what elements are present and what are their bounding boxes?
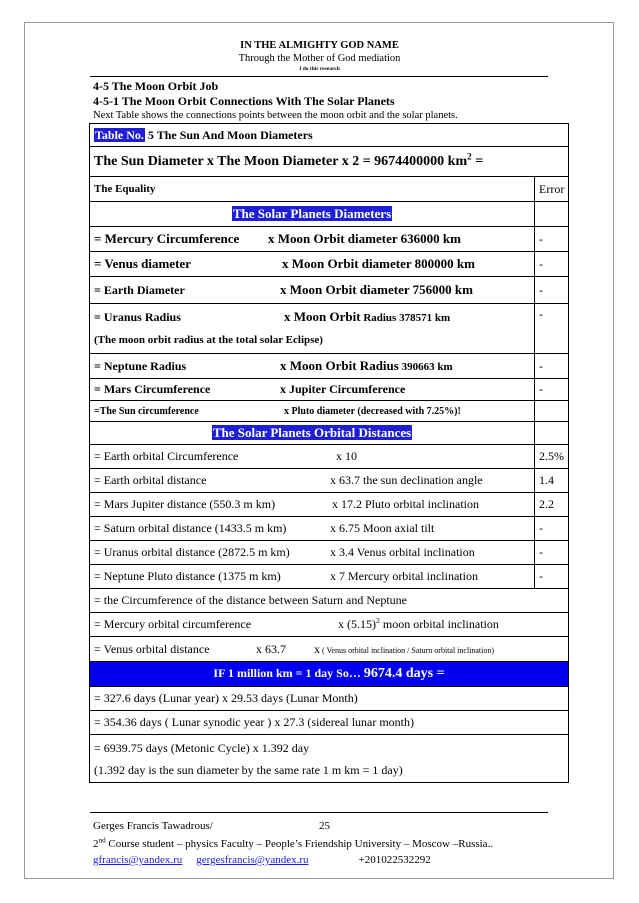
row-error: - — [535, 252, 569, 277]
row-a: = Mars Jupiter distance (550.3 m km) — [94, 497, 276, 511]
row-error: - — [535, 354, 569, 379]
empty-cell — [535, 202, 569, 227]
mercury-cell — [90, 613, 569, 637]
footer-course-text: Course student – physics Faculty – People’s Friendship University – Moscow –Russia.. — [105, 838, 494, 850]
row-a: = Mars Circumference — [94, 382, 211, 396]
row-cell — [90, 469, 535, 493]
synodic-row — [90, 711, 569, 735]
mercury-row — [90, 613, 569, 637]
equation-sup: 2 — [467, 150, 472, 161]
if-day-row — [90, 662, 569, 687]
venus-b: x 63.7 — [256, 641, 286, 656]
orbital-title: The Solar Planets Orbital Distances — [212, 425, 412, 440]
row-error: - — [535, 277, 569, 304]
footer-affiliation — [93, 838, 493, 850]
row-cell — [90, 354, 535, 379]
table-row — [90, 277, 569, 304]
row-note: (The moon orbit radius at the total solar Eclipse) — [94, 334, 323, 346]
table-caption — [90, 124, 569, 147]
table-row — [90, 469, 569, 493]
page-number: 25 — [319, 820, 330, 832]
section-subtitle: 4-5-1 The Moon Orbit Connections With The Solar Planets — [93, 94, 395, 108]
orbital-title-row — [90, 422, 569, 445]
row-cell — [90, 304, 535, 354]
email-link-2[interactable]: gergesfrancis@yandex.ru — [196, 854, 309, 866]
row-error: - — [535, 517, 569, 541]
metonic-note: (1.392 day is the sun diameter by the same rate 1 m km = 1 day) — [94, 762, 403, 777]
row-b: x Moon Orbit diameter 636000 km — [268, 231, 461, 246]
row-error: 2.2 — [535, 493, 569, 517]
orbital-title-cell — [90, 422, 535, 445]
footer-author-line — [93, 820, 330, 832]
metonic-text: = 6939.75 days (Metonic Cycle) x 1.392 day — [94, 740, 310, 755]
table-row — [90, 565, 569, 589]
footer-rule — [90, 812, 548, 813]
footer-contacts — [93, 854, 431, 866]
row-cell — [90, 517, 535, 541]
table-row — [90, 493, 569, 517]
row-b: x 6.75 Moon axial tilt — [330, 521, 435, 535]
row-error: 2.5% — [535, 445, 569, 469]
col-equality: The Equality — [90, 177, 535, 202]
row-cell — [90, 252, 535, 277]
saturn-neptune-row — [90, 589, 569, 613]
equation-cell — [90, 147, 569, 177]
email-link-1[interactable]: gfrancis@yandex.ru — [93, 854, 183, 866]
row-a: = Earth Diameter — [94, 283, 185, 297]
venus-a: = Venus orbital distance — [94, 641, 210, 656]
diameters-title-cell — [90, 202, 535, 227]
row-a: = Neptune Radius — [94, 359, 187, 373]
row-cell — [90, 277, 535, 304]
row-a: = Uranus Radius — [94, 310, 181, 324]
lunar-year-text: = 327.6 days (Lunar year) x 29.53 days (Lunar Month) — [90, 687, 569, 711]
caption-label: Table No. — [95, 127, 144, 142]
row-b: x 63.7 the sun declination angle — [330, 473, 483, 487]
mercury-a: = Mercury orbital circumference — [94, 617, 252, 631]
row-a: = Earth orbital Circumference — [94, 449, 239, 463]
venus-row — [90, 637, 569, 662]
caption-row — [90, 124, 569, 147]
data-table — [89, 123, 569, 783]
venus-cell — [90, 637, 569, 662]
row-b: x Pluto diameter (decreased with 7.25%)! — [284, 405, 461, 417]
row-error: - — [535, 227, 569, 252]
table-row — [90, 517, 569, 541]
venus-note: ( Venus orbital inclination / Saturn orbital inclination) — [320, 645, 495, 655]
footer-author: Gerges Francis Tawadrous/ — [93, 820, 213, 832]
mercury-b: x (5.15) — [338, 617, 376, 631]
intro-text: Next Table shows the connections points between the moon orbit and the solar planets. — [93, 110, 458, 121]
row-cell — [90, 493, 535, 517]
header-line-1: IN THE ALMIGHTY GOD NAME — [240, 40, 399, 51]
row-b: x 3.4 Venus orbital inclination — [330, 545, 475, 559]
equation-tail: = — [471, 153, 484, 169]
row-error: - — [535, 565, 569, 589]
row-b: x 10 — [336, 449, 357, 463]
synodic-text: = 354.36 days ( Lunar synodic year ) x 27.3 (sidereal lunar month) — [90, 711, 569, 735]
row-b-strong: x Moon Orbit Radius — [280, 358, 399, 373]
row-cell — [90, 565, 535, 589]
table-row — [90, 445, 569, 469]
lunar-year-row — [90, 687, 569, 711]
row-b: x Moon Orbit diameter 756000 km — [280, 282, 473, 297]
row-b-rest: Radius 378571 km — [360, 312, 451, 324]
table-row — [90, 379, 569, 401]
header-rule — [90, 76, 548, 77]
row-b: x Moon Orbit diameter 800000 km — [282, 256, 475, 271]
table-row — [90, 541, 569, 565]
row-b: x 17.2 Pluto orbital inclination — [332, 497, 479, 511]
diameters-title: The Solar Planets Diameters — [232, 206, 392, 221]
footer-course-number: 2 — [93, 838, 99, 850]
equation-text: The Sun Diameter x The Moon Diameter x 2 = 9674400000 km — [94, 153, 468, 169]
header-line-3: I do this research — [299, 66, 340, 72]
metonic-row — [90, 735, 569, 783]
row-cell — [90, 379, 535, 401]
table-row — [90, 354, 569, 379]
row-a: = Earth orbital distance — [94, 473, 207, 487]
section-title: 4-5 The Moon Orbit Job — [93, 79, 219, 93]
if-day-a: IF 1 million km = 1 day So… — [213, 666, 364, 680]
row-a: = Venus diameter — [94, 256, 191, 271]
row-a: = Uranus orbital distance (2872.5 m km) — [94, 545, 290, 559]
row-a: = Mercury Circumference — [94, 231, 240, 246]
mercury-b-rest: moon orbital inclination — [379, 617, 499, 631]
equation-row — [90, 147, 569, 177]
table-row — [90, 252, 569, 277]
row-cell — [90, 401, 535, 422]
row-error — [535, 401, 569, 422]
row-a: =The Sun circumference — [94, 405, 199, 417]
caption-text: 5 The Sun And Moon Diameters — [144, 127, 313, 142]
mercury-sup: 2 — [376, 616, 380, 625]
table-row — [90, 401, 569, 422]
table-row — [90, 227, 569, 252]
diameters-title-row — [90, 202, 569, 227]
if-day-b: 9674.4 days = — [363, 666, 445, 681]
header-line-2: Through the Mother of God mediation — [238, 53, 401, 64]
row-error: - — [535, 541, 569, 565]
row-b-strong: x Moon Orbit — [284, 309, 361, 324]
row-b: x 7 Mercury orbital inclination — [330, 569, 478, 583]
row-b-rest: 390663 km — [398, 361, 453, 373]
row-cell — [90, 541, 535, 565]
row-error: 1.4 — [535, 469, 569, 493]
table-row — [90, 304, 569, 354]
col-error: Error — [535, 177, 569, 202]
if-day-cell — [90, 662, 569, 687]
row-b: x Jupiter Circumference — [280, 382, 406, 396]
venus-c: x — [314, 641, 320, 656]
row-cell — [90, 227, 535, 252]
empty-cell — [535, 422, 569, 445]
footer-sup: nd — [98, 836, 106, 845]
saturn-neptune-text: = the Circumference of the distance between Saturn and Neptune — [90, 589, 569, 613]
row-error: - — [535, 379, 569, 401]
row-a: = Neptune Pluto distance (1375 m km) — [94, 569, 281, 583]
row-a: = Saturn orbital distance (1433.5 m km) — [94, 521, 287, 535]
metonic-cell — [90, 735, 569, 783]
row-cell — [90, 445, 535, 469]
row-error: - — [535, 304, 569, 354]
column-header-row — [90, 177, 569, 202]
phone-number: +201022532292 — [358, 854, 431, 866]
